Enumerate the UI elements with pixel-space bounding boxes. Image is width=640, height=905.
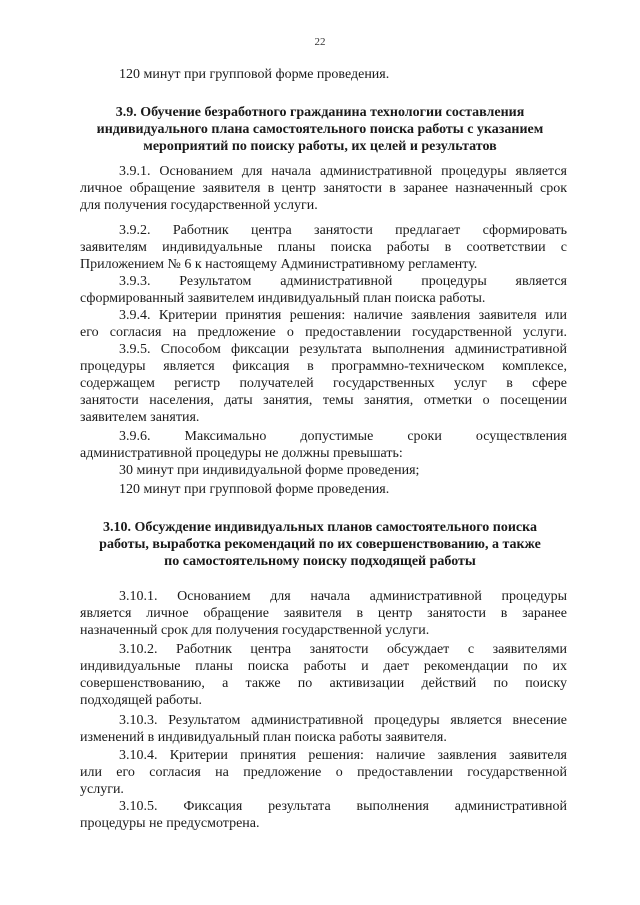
paragraph-line: административной процедуры не должны превышать: [80,446,403,461]
paragraph-line: услуги. [80,782,124,797]
intro-line: 120 минут при групповой форме проведения. [119,67,390,82]
section-3-10-heading-line: работы, выработка рекомендаций по их совершенствованию, а также [99,537,541,552]
paragraph-line: является личное обращение заявителя в центр занятости в заранее [80,606,567,621]
paragraph-line: заявителям индивидуальные планы поиска работы в соответствии с [80,240,567,255]
paragraph-line: индивидуальные планы поиска работы и дает рекомендации по их [80,659,567,674]
paragraph-line: изменений в индивидуальный план поиска работы заявителя. [80,730,447,745]
paragraph-line: 3.10.2. Работник центра занятости обсуждает с заявителями [119,642,567,657]
paragraph-line: 3.9.3. Результатом административной процедуры является [119,274,567,289]
paragraph-line: занятости населения, даты занятия, темы занятия, отметки о посещении [80,393,567,408]
section-3-10-heading-line: по самостоятельному поиску подходящей работы [164,554,476,569]
paragraph-line: 120 минут при групповой форме проведения. [119,482,390,497]
paragraph-line: содержащем регистр получателей государственных услуг в сфере [80,376,567,391]
paragraph-line: 3.10.1. Основанием для начала административной процедуры [119,589,567,604]
paragraph-line: сформированный заявителем индивидуальный план поиска работы. [80,291,486,306]
paragraph-line: процедуры не предусмотрена. [80,816,260,831]
paragraph-line: 3.9.6. Максимально допустимые сроки осуществления [119,429,567,444]
section-3-9-heading-line: мероприятий по поиску работы, их целей и результатов [143,139,497,154]
paragraph-line: 3.10.5. Фиксация результата выполнения административной [119,799,567,814]
paragraph-line: 30 минут при индивидуальной форме проведения; [119,463,420,478]
paragraph-line: заявителем занятия. [80,410,200,425]
paragraph-line: личное обращение заявителя в центр занятости в заранее назначенный срок [80,181,567,196]
paragraph-line: 3.10.4. Критерии принятия решения: наличие заявления заявителя [119,748,567,763]
paragraph-line: подходящей работы. [80,693,203,708]
paragraph-line: назначенный срок для получения государственной услуги. [80,623,430,638]
paragraph-line: 3.10.3. Результатом административной процедуры является внесение [119,713,567,728]
section-3-9-heading-line: 3.9. Обучение безработного гражданина технологии составления [115,105,525,120]
paragraph-line: 3.9.4. Критерии принятия решения: наличие заявления заявителя или [119,308,567,323]
paragraph-line: для получения государственной услуги. [80,198,318,213]
paragraph-line: 3.9.2. Работник центра занятости предлагает сформировать [119,223,567,238]
paragraph-line: Приложением № 6 к настоящему Административному регламенту. [80,257,478,272]
section-3-9-heading-line: индивидуального плана самостоятельного поиска работы с указанием [96,122,544,137]
paragraph-line: процедуры является фиксация в программно-техническом комплексе, [80,359,567,374]
paragraph-line: или его согласия на предложение о предоставлении государственной [80,765,567,780]
paragraph-line: 3.9.1. Основанием для начала административной процедуры является [119,164,567,179]
paragraph-line: его согласия на предложение о предоставлении государственной услуги. [80,325,567,340]
page-number: 22 [314,36,326,48]
section-3-10-heading-line: 3.10. Обсуждение индивидуальных планов самостоятельного поиска [103,520,537,535]
paragraph-line: совершенствованию, а также по активизации действий по поиску [80,676,567,691]
paragraph-line: 3.9.5. Способом фиксации результата выполнения административной [119,342,567,357]
